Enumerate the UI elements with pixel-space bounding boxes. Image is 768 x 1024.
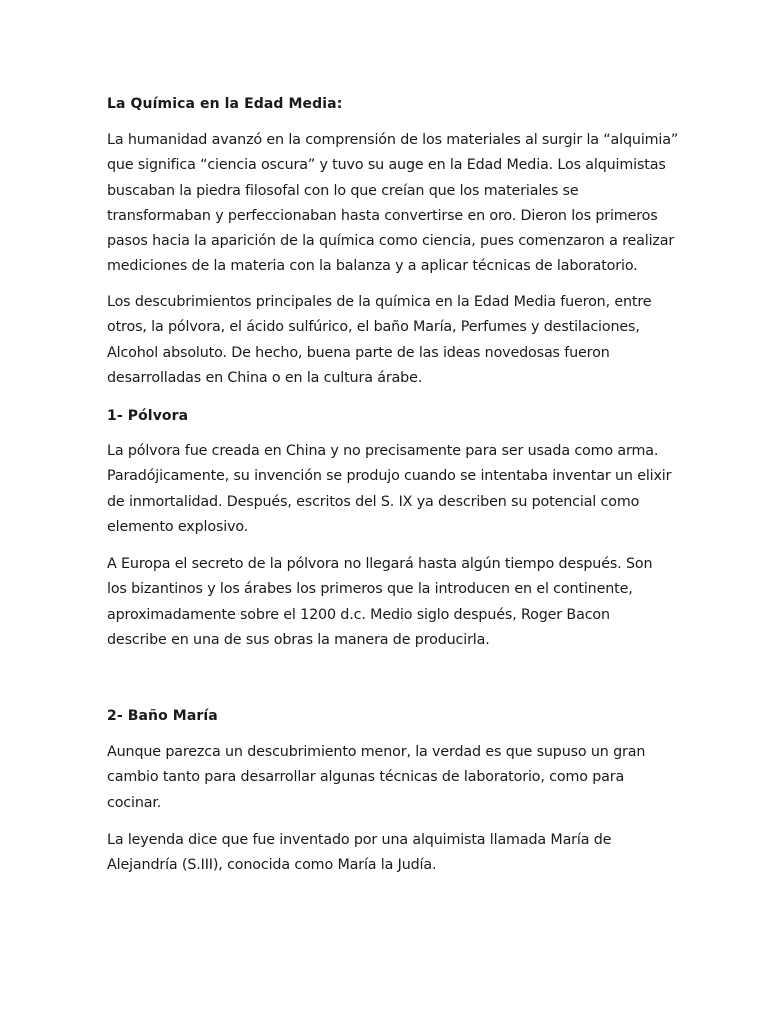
intro-paragraph-2 <box>107 290 682 391</box>
section-heading-polvora: 1- Pólvora <box>107 408 189 424</box>
text-line: buscaban la piedra filosofal con lo que creían que los materiales se <box>107 182 579 199</box>
text-line: elemento explosivo. <box>107 518 249 535</box>
text-line: desarrolladas en China o en la cultura árabe. <box>107 369 423 386</box>
text-line: Aunque parezca un descubrimiento menor, la verdad es que supuso un gran <box>107 744 646 760</box>
polvora-paragraph-1 <box>107 439 682 540</box>
text-line: La leyenda dice que fue inventado por una alquimista llamada María de <box>107 832 612 848</box>
text-line: otros, la pólvora, el ácido sulfúrico, el baño María, Perfumes y destilaciones, <box>107 319 640 336</box>
text-line: los bizantinos y los árabes los primeros que la introducen en el continente, <box>107 581 633 598</box>
text-line: A Europa el secreto de la pólvora no llegará hasta algún tiempo después. Son <box>107 556 653 572</box>
text-line: mediciones de la materia con la balanza y a aplicar técnicas de laboratorio. <box>107 258 638 275</box>
intro-paragraph-1 <box>107 128 682 280</box>
text-line: cambio tanto para desarrollar algunas técnicas de laboratorio, como para <box>107 769 625 786</box>
text-line: describe en una de sus obras la manera de producirla. <box>107 631 490 648</box>
text-line: pasos hacia la aparición de la química como ciencia, pues comenzaron a realizar <box>107 233 675 250</box>
polvora-paragraph-2 <box>107 552 682 653</box>
text-line: La pólvora fue creada en China y no precisamente para ser usada como arma. <box>107 443 659 459</box>
text-line: La humanidad avanzó en la comprensión de los materiales al surgir la “alquimia” <box>107 132 679 148</box>
text-line: cocinar. <box>107 794 162 811</box>
text-line: Paradójicamente, su invención se produjo cuando se intentaba inventar un elixir <box>107 468 672 485</box>
text-line: transformaban y perfeccionaban hasta convertirse en oro. Dieron los primeros <box>107 207 658 224</box>
page-title: La Química en la Edad Media: <box>107 96 343 112</box>
bano-maria-paragraph-2 <box>107 828 682 879</box>
bano-maria-paragraph-1 <box>107 740 682 816</box>
text-line: de inmortalidad. Después, escritos del S. IX ya describen su potencial como <box>107 493 640 510</box>
text-line: aproximadamente sobre el 1200 d.c. Medio siglo después, Roger Bacon <box>107 606 610 623</box>
text-line: que significa “ciencia oscura” y tuvo su auge en la Edad Media. Los alquimistas <box>107 157 666 174</box>
section-heading-bano-maria: 2- Baño María <box>107 708 218 724</box>
text-line: Alcohol absoluto. De hecho, buena parte de las ideas novedosas fueron <box>107 344 610 361</box>
text-line: Los descubrimientos principales de la química en la Edad Media fueron, entre <box>107 294 652 310</box>
text-line: Alejandría (S.III), conocida como María la Judía. <box>107 857 437 874</box>
